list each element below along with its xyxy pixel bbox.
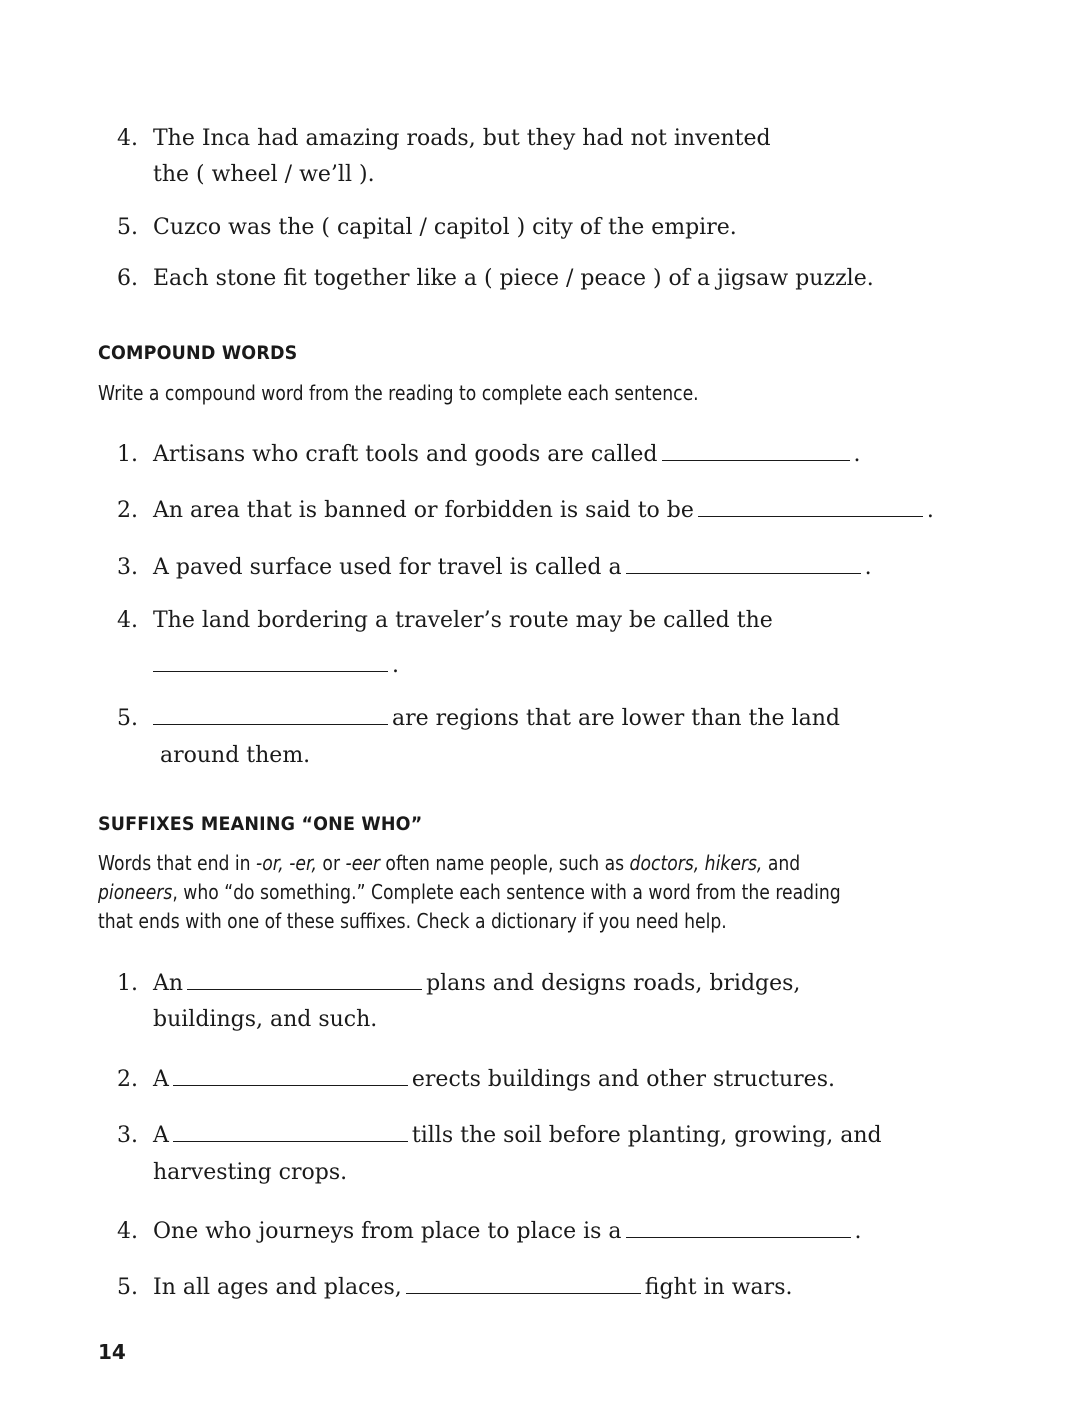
item-number: 1. (117, 971, 138, 996)
item-number: 5. (117, 706, 138, 731)
answer-blank[interactable] (187, 963, 422, 990)
item-number: 2. (117, 1067, 138, 1092)
answer-blank[interactable] (406, 1267, 641, 1294)
item-text: Artisans who craft tools and goods are called (153, 442, 658, 467)
item-punct: . (853, 442, 861, 467)
item-text: Cuzco was the ( capital / capitol ) city of the empire. (153, 215, 737, 240)
section-instruction-compound-words: Write a compound word from the reading to complete each sentence. (98, 381, 699, 405)
instruction-text: that ends with one of these suffixes. Check a dictionary if you need help. (98, 909, 727, 933)
item-text: plans and designs roads, bridges, (426, 971, 801, 996)
homophone-item-4-continuation: the ( wheel / we’ll ). (153, 162, 375, 187)
suffix-item-3 (117, 1115, 937, 1154)
answer-blank[interactable] (173, 1059, 408, 1086)
suffix-item-1-continuation: buildings, and such. (153, 1007, 378, 1032)
item-text: The land bordering a traveler’s route may be called the (153, 608, 773, 633)
instruction-text: and (762, 851, 801, 875)
homophone-item-5 (117, 210, 937, 246)
answer-blank[interactable] (173, 1115, 408, 1142)
answer-blank[interactable] (662, 434, 850, 461)
item-number: 5. (117, 215, 138, 240)
section-heading-suffixes: SUFFIXES MEANING “ONE WHO” (98, 813, 423, 835)
item-text: A (153, 1123, 169, 1148)
suffix-item-1 (117, 963, 937, 1002)
instruction-example-words: doctors, hikers, (629, 851, 763, 875)
homophone-item-4 (117, 121, 937, 157)
instruction-example-pioneers: pioneers (98, 880, 173, 904)
page-number: 14 (98, 1340, 126, 1364)
item-text: are regions that are lower than the land (392, 706, 840, 731)
homophone-item-6 (117, 261, 937, 297)
compound-item-2 (117, 490, 937, 529)
item-text: An (153, 971, 184, 996)
answer-blank[interactable] (153, 645, 388, 672)
compound-item-1 (117, 434, 937, 473)
item-text: The Inca had amazing roads, but they had not invented (153, 126, 771, 151)
item-number: 1. (117, 442, 138, 467)
item-text: A (153, 1067, 169, 1092)
compound-item-4-answer-line (149, 645, 399, 684)
suffix-item-2 (117, 1059, 937, 1098)
item-number: 4. (117, 608, 138, 633)
instruction-text: often name people, such as (379, 851, 630, 875)
item-punct: . (392, 653, 399, 678)
item-text: fight in wars. (644, 1275, 793, 1300)
instruction-suffix-eer: -eer (345, 851, 380, 875)
instruction-text: or (316, 851, 346, 875)
answer-blank[interactable] (153, 698, 388, 725)
compound-item-3 (117, 547, 937, 586)
compound-item-4 (117, 603, 937, 639)
answer-blank[interactable] (626, 547, 861, 574)
item-number: 4. (117, 1219, 138, 1244)
suffix-item-3-continuation: harvesting crops. (153, 1160, 348, 1185)
item-text: A paved surface used for travel is called a (153, 555, 622, 580)
item-text: In all ages and places, (153, 1275, 402, 1300)
item-text: An area that is banned or forbidden is said to be (153, 498, 694, 523)
suffix-item-4 (117, 1211, 937, 1250)
item-text: Each stone fit together like a ( piece / peace ) of a jigsaw puzzle. (153, 266, 874, 291)
item-text: tills the soil before planting, growing, and (411, 1123, 882, 1148)
suffix-item-5 (117, 1267, 937, 1306)
item-number: 4. (117, 126, 138, 151)
item-punct: . (854, 1219, 862, 1244)
item-punct: . (864, 555, 872, 580)
item-number: 2. (117, 498, 138, 523)
compound-item-5 (117, 698, 937, 737)
item-number: 3. (117, 1123, 138, 1148)
item-punct: . (926, 498, 934, 523)
item-text: One who journeys from place to place is a (153, 1219, 622, 1244)
item-number: 3. (117, 555, 138, 580)
instruction-text: Words that end in (98, 851, 257, 875)
answer-blank[interactable] (626, 1211, 851, 1238)
item-number: 6. (117, 266, 138, 291)
item-number: 5. (117, 1275, 138, 1300)
section-heading-compound-words: COMPOUND WORDS (98, 342, 298, 364)
instruction-suffix-or-er: -or, -er, (256, 851, 317, 875)
instruction-text: , who “do something.” Complete each sentence with a word from the reading (172, 880, 841, 904)
item-text: erects buildings and other structures. (411, 1067, 835, 1092)
compound-item-5-continuation: around them. (160, 743, 311, 768)
section-instruction-suffixes (98, 849, 872, 936)
answer-blank[interactable] (698, 490, 923, 517)
